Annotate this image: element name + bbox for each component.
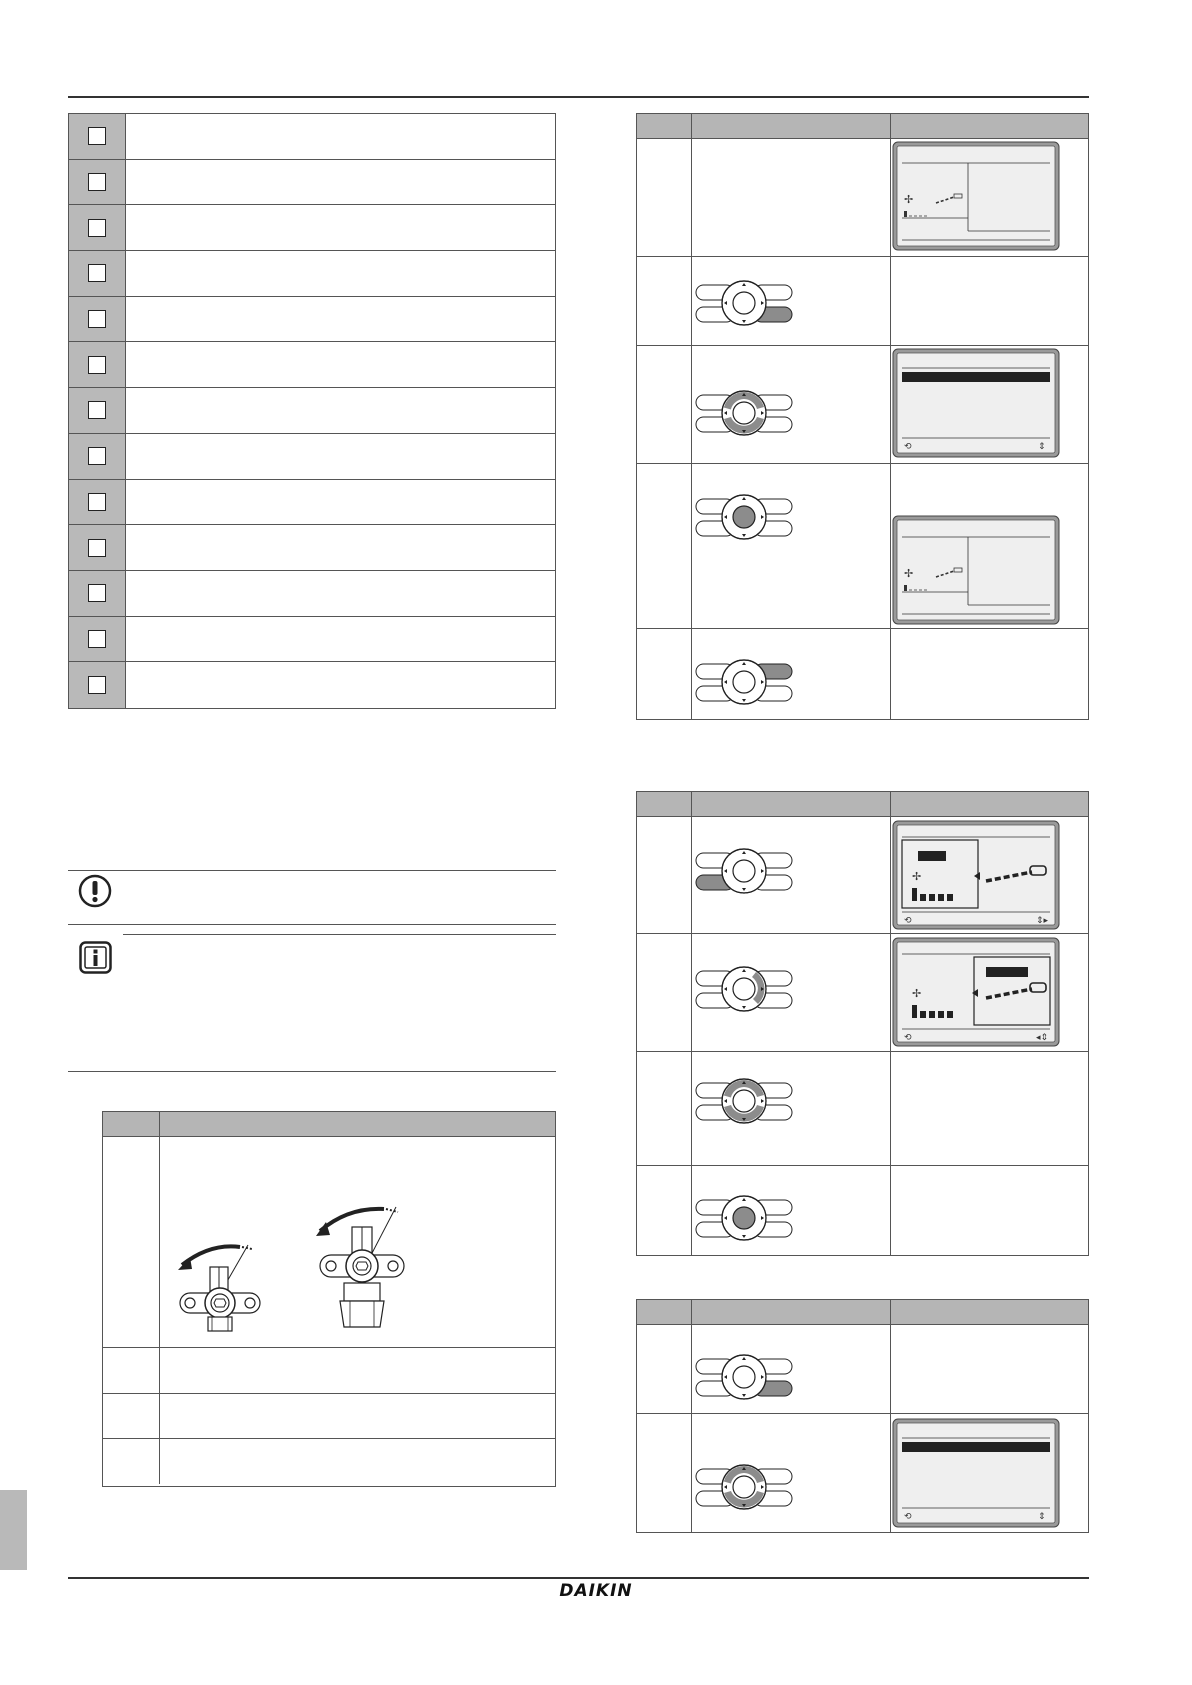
note-rule — [68, 1071, 556, 1072]
svg-text:⇕▸: ⇕▸ — [1036, 916, 1049, 926]
note-rule — [68, 870, 556, 871]
svg-text:✢: ✢ — [912, 870, 922, 883]
chapter-tab — [0, 1490, 27, 1570]
checkbox-icon[interactable] — [88, 539, 106, 557]
lcd-display-icon — [892, 141, 1060, 256]
checklist-row — [69, 114, 555, 160]
svg-text:⟲: ⟲ — [904, 442, 912, 452]
checklist-row — [69, 205, 555, 251]
checklist-row — [69, 480, 555, 526]
checklist-row — [69, 662, 555, 708]
remote-controller-icon — [694, 954, 794, 1029]
remote-controller-icon — [694, 836, 794, 911]
note-rule — [123, 934, 556, 935]
note-rule — [68, 924, 556, 925]
checkbox-icon[interactable] — [88, 584, 106, 602]
lcd-display-icon — [892, 1418, 1060, 1533]
checkbox-icon[interactable] — [88, 630, 106, 648]
checklist-row — [69, 251, 555, 297]
remote-controller-icon — [694, 268, 794, 343]
checklist-row — [69, 297, 555, 343]
checklist-row — [69, 388, 555, 434]
checklist-row — [69, 160, 555, 206]
lcd-display-icon — [892, 820, 1060, 935]
checkbox-icon[interactable] — [88, 676, 106, 694]
checkbox-icon[interactable] — [88, 447, 106, 465]
svg-text:⟲: ⟲ — [904, 916, 912, 926]
remote-controller-icon — [694, 1452, 794, 1527]
svg-text:✢: ✢ — [904, 193, 914, 206]
valve-procedure-table — [102, 1111, 556, 1487]
checklist-row — [69, 342, 555, 388]
top-rule — [68, 96, 1089, 98]
lcd-display-icon — [892, 348, 1060, 463]
stop-valve-icon — [310, 1187, 420, 1337]
checkbox-icon[interactable] — [88, 401, 106, 419]
checkbox-icon[interactable] — [88, 127, 106, 145]
footer-rule — [68, 1577, 1089, 1579]
svg-text:⇕: ⇕ — [1038, 442, 1046, 452]
remote-controller-icon — [694, 378, 794, 453]
info-icon — [79, 941, 112, 974]
checklist-row — [69, 617, 555, 663]
checklist-row — [69, 434, 555, 480]
checkbox-icon[interactable] — [88, 173, 106, 191]
remote-controller-icon — [694, 1066, 794, 1141]
checkbox-icon[interactable] — [88, 493, 106, 511]
remote-controller-icon — [694, 1342, 794, 1417]
svg-text:⟲: ⟲ — [904, 1512, 912, 1522]
lcd-display-icon — [892, 515, 1060, 630]
svg-text:◂⇕: ◂⇕ — [1036, 1033, 1049, 1043]
svg-text:✢: ✢ — [912, 987, 922, 1000]
brand-logo: DAIKIN — [559, 1581, 633, 1601]
checklist-table — [68, 113, 556, 709]
stop-valve-icon — [170, 1205, 270, 1335]
checkbox-icon[interactable] — [88, 356, 106, 374]
remote-controller-icon — [694, 482, 794, 557]
svg-text:⇕: ⇕ — [1038, 1512, 1046, 1522]
warning-icon — [78, 874, 112, 908]
checkbox-icon[interactable] — [88, 264, 106, 282]
checkbox-icon[interactable] — [88, 310, 106, 328]
svg-text:✢: ✢ — [904, 567, 914, 580]
svg-text:⟲: ⟲ — [904, 1033, 912, 1043]
lcd-display-icon — [892, 937, 1060, 1052]
checklist-row — [69, 525, 555, 571]
remote-controller-icon — [694, 1183, 794, 1258]
checklist-row — [69, 571, 555, 617]
remote-controller-icon — [694, 647, 794, 722]
checkbox-icon[interactable] — [88, 219, 106, 237]
